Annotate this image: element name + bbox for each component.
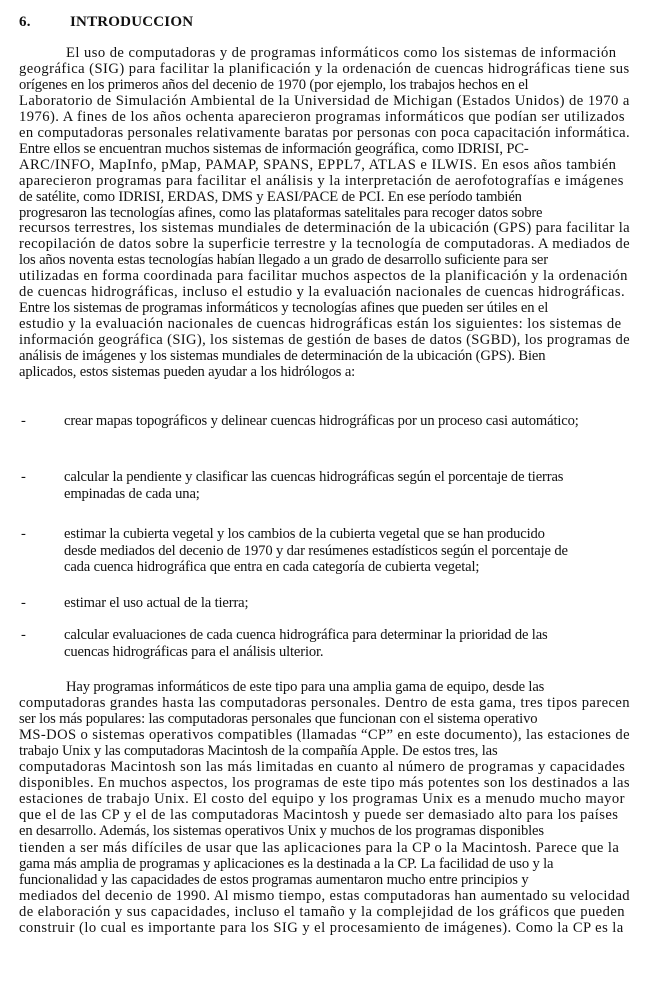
paragraph-line: en computadoras personales relativamente baratas por personas con poca capacitación informática. [19,124,630,141]
paragraph-line: funcionalidad y las capacidades de estos programas aumentaron mucho entre principios y [19,871,529,888]
bullet-dash-marker: - [21,413,26,429]
paragraph-line: computadoras Macintosh son las más limitadas en cuanto al número de programas y capacidades [19,759,626,776]
paragraph-line: en desarrollo. Además, los sistemas operativos Unix y muchos de los programas disponibles [19,823,544,840]
section-title: INTRODUCCION [70,14,194,30]
paragraph-line: gama más amplia de programas y aplicaciones es la destinada a la CP. La facilidad de uso y la [19,855,554,872]
paragraph-line: Laboratorio de Simulación Ambiental de la Universidad de Michigan (Estados Unidos) de 1970 a [19,92,630,109]
paragraph-line: construir (lo cual es importante para los SIG y el procesamiento de imágenes). Como la CP es la [19,919,624,936]
paragraph-line: 1976). A fines de los años ochenta aparecieron programas informáticos que podían ser utilizados [19,108,626,125]
bullet-dash-marker: - [21,627,26,643]
paragraph-line: Entre ellos se encuentran muchos sistemas de información geográfica, como IDRISI, PC- [19,140,529,157]
bullet-dash-marker: - [21,469,26,485]
paragraph-line: trabajo Unix y las computadoras Macintosh de la compañía Apple. De estos tres, las [19,743,498,760]
bullet-line: calcular la pendiente y clasificar las cuencas hidrográficas según el porcentaje de tierras [64,469,564,485]
paragraph-line: orígenes en los primeros años del decenio de 1970 (por ejemplo, los trabajos hechos en el [19,76,529,93]
bullet-line: desde mediados del decenio de 1970 y dar resúmenes estadísticos según el porcentaje de [64,542,568,559]
paragraph-line: geográfica (SIG) para facilitar la planificación y la ordenación de cuencas hidrográficas tiene sus [19,60,630,77]
paragraph-line: ARC/INFO, MapInfo, pMap, PAMAP, SPANS, EPPL7, ATLAS e ILWIS. En esos años también [19,156,617,173]
paragraph-line: recopilación de datos sobre la superficie terrestre y la tecnología de computadoras. A mediados de [19,236,630,253]
section-number: 6. [19,14,31,30]
paragraph-line: información geográfica (SIG), los sistemas de gestión de bases de datos (SGBD), los programas de [19,332,630,349]
paragraph-line: que el de las CP y el de las computadoras Macintosh y puede ser demasiado alto para los países [19,807,619,824]
paragraph-line: de satélite, como IDRISI, ERDAS, DMS y EASI/PACE de PCI. En ese período también [19,188,522,205]
paragraph-line: mediados del decenio de 1990. Al mismo tiempo, estas computadoras han aumentado su velocidad [19,887,630,904]
bullet-line: empinadas de cada una; [64,485,200,502]
paragraph-line: de cuencas hidrográficas, incluso el estudio y la evaluación nacionales de cuencas hidrográficas. [19,284,626,301]
paragraph-line: estaciones de trabajo Unix. El costo del equipo y los programas Unix es a menudo mucho mayor [19,791,625,808]
bullet-dash-marker: - [21,526,26,542]
bullet-line: crear mapas topográficos y delinear cuencas hidrográficas por un proceso casi automático; [64,413,579,429]
paragraph-line: recursos terrestres, los sistemas mundiales de determinación de la ubicación (GPS) para facilitar la [19,220,630,237]
paragraph-line: Entre los sistemas de programas informáticos y tecnologías afines que pueden ser útiles en el [19,300,549,317]
bullet-line: cada cuenca hidrográfica que entra en cada categoría de cubierta vegetal; [64,559,480,575]
paragraph-line: progresaron las tecnologías afines, como las plataformas satelitales para recoger datos sobre [19,204,543,221]
paragraph-line: disponibles. En muchos aspectos, los programas de este tipo más potentes son los destinados a las [19,775,630,792]
paragraph-line: aplicados, estos sistemas pueden ayudar a los hidrólogos a: [19,364,356,380]
bullet-line: estimar el uso actual de la tierra; [64,595,249,611]
paragraph-line: utilizadas en forma coordinada para facilitar muchos aspectos de la planificación y la ordenación [19,268,628,285]
paragraph-line: Hay programas informáticos de este tipo para una amplia gama de equipo, desde las [66,679,545,695]
paragraph-line: ser los más populares: las computadoras personales que funcionan con el sistema operativo [19,711,538,728]
bullet-dash-marker: - [21,595,26,611]
paragraph-line: estudio y la evaluación nacionales de cuencas hidrográficas están los siguientes: los sistemas de [19,316,622,333]
paragraph-line: tienden a ser más difíciles de usar que las aplicaciones para la CP o la Macintosh. Parece que la [19,839,620,856]
paragraph-line: análisis de imágenes y los sistemas mundiales de determinación de la ubicación (GPS). Bien [19,348,546,365]
paragraph-line: MS-DOS o sistemas operativos compatibles (llamadas “CP” en este documento), las estaciones de [19,727,630,744]
paragraph-line: aparecieron programas para facilitar el análisis y la interpretación de aerofotografías e imágenes [19,172,624,189]
paragraph-line: computadoras grandes hasta las computadoras personales. Dentro de esta gama, tres tipos parecen [19,695,630,712]
paragraph-line: El uso de computadoras y de programas informáticos como los sistemas de información [66,45,617,61]
paragraph-line: de elaboración y sus capacidades, incluso el tamaño y la complejidad de los gráficos que pueden [19,903,626,920]
paragraph-line: los años noventa estas tecnologías habían llegado a un grado de desarrollo suficiente para ser [19,252,548,269]
bullet-line: cuencas hidrográficas para el análisis ulterior. [64,643,324,660]
bullet-line: calcular evaluaciones de cada cuenca hidrográfica para determinar la prioridad de las [64,627,548,643]
bullet-line: estimar la cubierta vegetal y los cambios de la cubierta vegetal que se han producido [64,526,545,542]
